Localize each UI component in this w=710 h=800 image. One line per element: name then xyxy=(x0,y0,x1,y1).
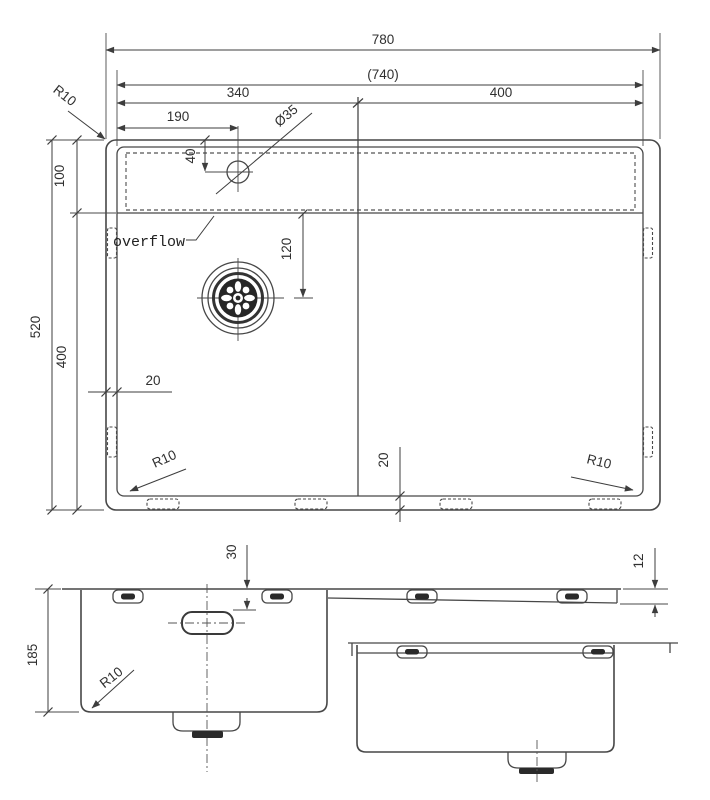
left-bowl-profile xyxy=(81,590,327,712)
dim-drain-offset xyxy=(279,210,313,299)
dim-text: R10 xyxy=(149,447,179,471)
sink-inner-rim xyxy=(117,147,643,496)
overflow-hole-side xyxy=(168,612,247,634)
radius-callout-bottom-left xyxy=(130,447,186,491)
dim-text: 185 xyxy=(25,643,40,667)
mounting-clip xyxy=(644,427,653,457)
dim-text: 520 xyxy=(28,315,43,339)
mounting-clip xyxy=(108,427,117,457)
dim-bowl-widths xyxy=(117,85,643,108)
mounting-clip xyxy=(644,228,653,258)
dim-text: 190 xyxy=(166,109,190,124)
plan-view xyxy=(28,32,660,522)
dim-text: 20 xyxy=(376,452,391,468)
dim-text: 40 xyxy=(183,148,198,164)
dim-ledge-drop xyxy=(620,548,668,617)
mounting-clip xyxy=(295,499,327,509)
dim-bowl-height xyxy=(25,585,79,717)
right-bowl-section xyxy=(348,643,678,782)
dim-text: R10 xyxy=(585,451,613,472)
dim-text: 20 xyxy=(145,373,161,388)
dim-faucet-diameter: Ø35 xyxy=(271,101,301,130)
dim-faucet-depth xyxy=(183,136,226,173)
radius-callout-bottom-right xyxy=(571,451,633,490)
mounting-clip xyxy=(440,499,472,509)
right-bowl-profile xyxy=(357,645,614,752)
dim-bowl-depth xyxy=(54,213,82,515)
dim-text: 30 xyxy=(224,544,239,560)
dim-text: 12 xyxy=(631,553,646,569)
dim-text: (740) xyxy=(367,67,399,82)
dim-overflow-drop xyxy=(224,544,256,610)
deck-recess-hidden-edge xyxy=(126,153,635,210)
dim-text: 100 xyxy=(52,164,67,188)
radius-callout-top-left xyxy=(50,82,105,139)
dim-deck-depth xyxy=(52,136,82,218)
side-view xyxy=(25,544,678,782)
mounting-clip xyxy=(147,499,179,509)
dim-text: 120 xyxy=(279,237,294,261)
extension-lines xyxy=(46,33,660,510)
dim-text: 340 xyxy=(226,85,250,100)
dim-left-rim-gap xyxy=(88,373,172,397)
dim-text: 400 xyxy=(489,85,513,100)
mounting-clip xyxy=(589,499,621,509)
dim-overall-depth xyxy=(28,136,57,515)
overflow-callout xyxy=(113,216,214,251)
dim-overall-width xyxy=(106,32,660,50)
dim-text: 780 xyxy=(371,32,395,47)
dim-text: R10 xyxy=(50,81,80,109)
drain-strainer xyxy=(197,258,284,341)
dim-faucet-offset xyxy=(117,109,238,128)
drain-fitting-left xyxy=(173,712,240,738)
dim-inner-width xyxy=(117,67,643,85)
dim-text: R10 xyxy=(96,663,126,691)
radius-callout-side xyxy=(92,664,134,708)
dim-text: 400 xyxy=(54,345,69,369)
overflow-label: overflow xyxy=(113,234,186,251)
